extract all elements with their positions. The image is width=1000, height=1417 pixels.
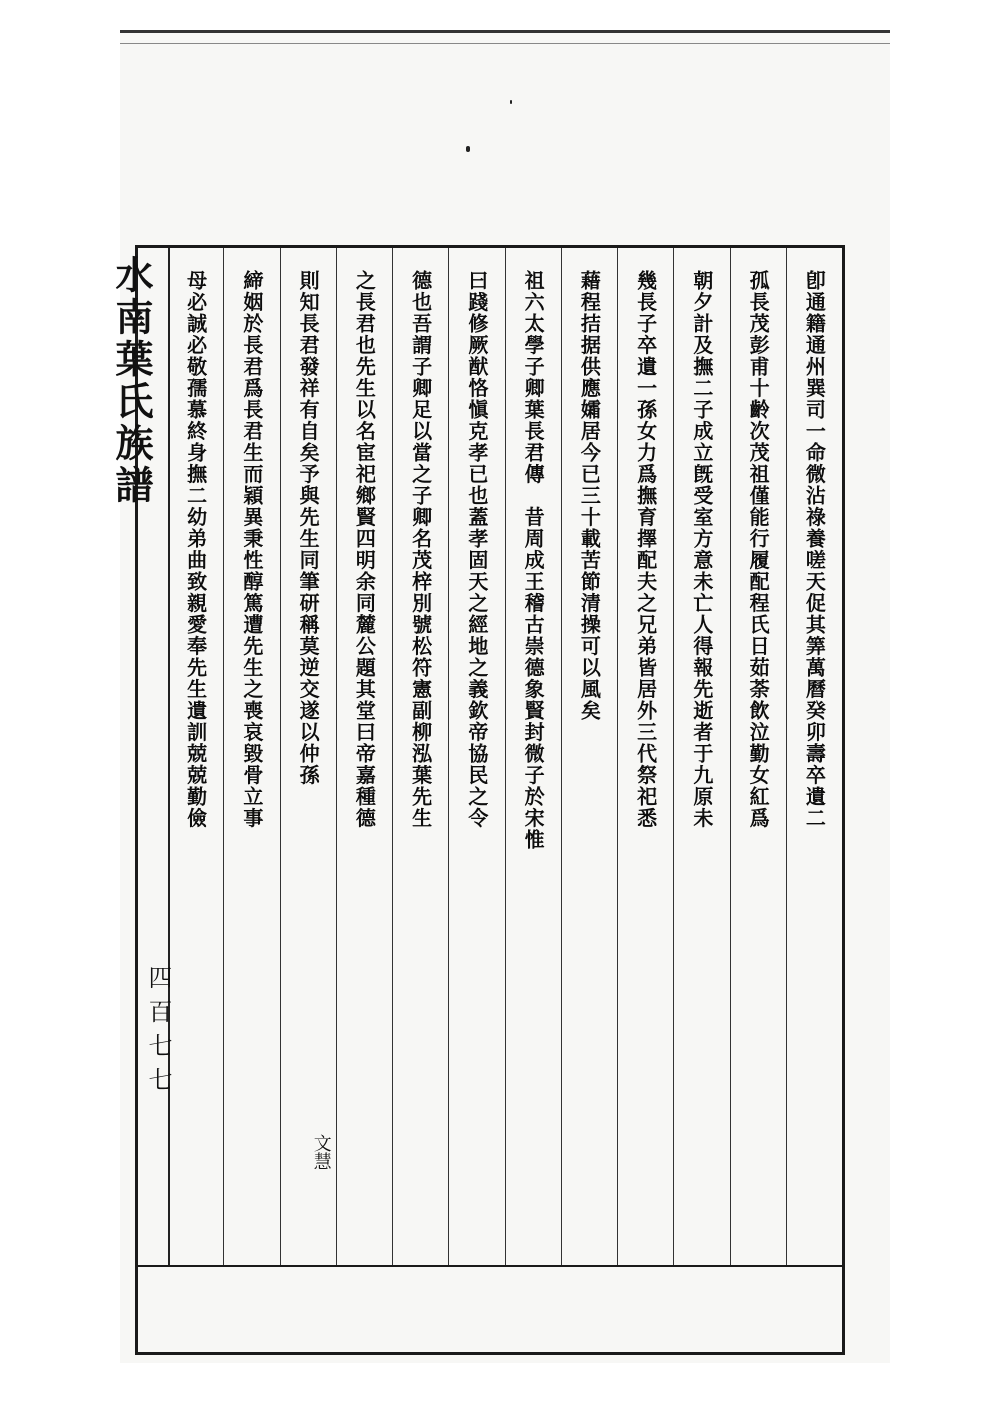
text-column: [280, 248, 336, 1265]
text-column: [392, 248, 448, 1265]
text-column: [561, 248, 617, 1265]
column-text: 曰踐修厥猷恪愼克孝已也蓋孝固天之經地之義欽帝協民之令: [464, 270, 489, 829]
text-column: [730, 248, 786, 1265]
text-column: [448, 248, 504, 1265]
text-column: [336, 248, 392, 1265]
text-column: [223, 248, 279, 1265]
column-text: 孤長茂彭甫十齡次茂祖僅能行履配程氏日茹荼飲泣勤女紅爲: [746, 270, 771, 829]
column-text: 之長君也先生以名宦祀鄉賢四明余同麓公題其堂曰帝嘉種德: [352, 270, 377, 829]
frame-bottom-rule: [135, 1265, 845, 1267]
column-text: 朝夕計及撫二子成立旣受室方意未亡人得報先逝者于九原未: [689, 270, 714, 829]
text-column: [786, 248, 842, 1265]
text-column: [673, 248, 729, 1265]
column-text: 卽通籍通州巽司一命微沾祿養嗟天促其筭萬曆癸卯壽卒遺二: [802, 270, 827, 829]
column-text: 幾長子卒遺一孫女力爲撫育擇配夫之兄弟皆居外三代祭祀悉: [633, 270, 658, 829]
column-text: 藉程拮据供應孀居今已三十載苦節清操可以風矣: [577, 270, 602, 722]
page-number: 四百七七: [144, 965, 172, 1101]
column-text: 母必誠必敬孺慕終身撫二幼弟曲致親愛奉先生遺訓兢兢勤儉: [183, 270, 208, 829]
interlinear-note: 文慧: [310, 1134, 332, 1170]
ink-speck: [510, 100, 512, 104]
sheet-top-line: [120, 43, 890, 44]
text-column: [168, 248, 223, 1265]
text-column: [505, 248, 561, 1265]
column-text: 德也吾謂子卿足以當之子卿名茂梓別號松符憲副柳泓葉先生: [408, 270, 433, 829]
text-column: [617, 248, 673, 1265]
column-text: 締姻於長君爲長君生而穎異秉性醇篤遭先生之喪哀毀骨立事: [239, 270, 264, 829]
book-title: 水南葉氏族譜: [109, 255, 154, 507]
column-text: 祖六太學子卿葉長君傳 昔周成王稽古崇德象賢封微子於宋惟: [521, 270, 546, 851]
column-text: 則知長君發祥有自矣予與先生同筆研稱莫逆交遂以仲孫: [296, 270, 321, 786]
text-columns: [168, 248, 842, 1265]
ink-speck: [466, 146, 470, 152]
